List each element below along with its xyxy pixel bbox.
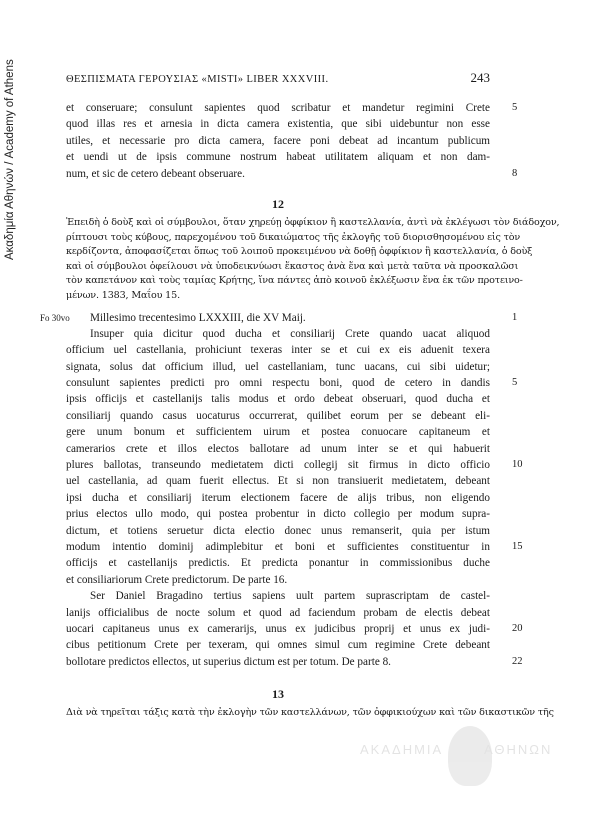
line-number: 1 xyxy=(512,311,518,323)
greek-summary-line: κερδίζοντα, ἀποφασίζεται ὅπως τοῦ λοιποῦ προκειμένου νὰ δοθῇ ὀφφίκιον ἢ καστελλανία, ὁ δοὺξ xyxy=(66,246,533,258)
line-text: modum intentio dominij adimplebitur et boni et sufficientes constituentur in xyxy=(66,540,490,553)
line-number: 5 xyxy=(512,377,518,389)
academy-seal-watermark xyxy=(360,728,574,786)
line-text: ipsi ducha et consiliarij iterum electionem facere de alijs tribus, non eligendo xyxy=(66,491,490,504)
line-text: cibus petitionum Crete per texeram, qui omnes simul cum regimine Crete debeant xyxy=(66,639,490,652)
greek-summary-13: Διὰ νὰ τηρεῖται τάξις κατὰ τὴν ἐκλογὴν τῶν καστελλάνων, τῶν ὀφφικιούχων καὶ τῶν δικαστικῶν τῆς xyxy=(66,707,554,719)
text-line xyxy=(66,359,490,375)
line-text: uel castellania, ad quam fuerit ellectus. Et si non transiuerit medietatem, debeant xyxy=(66,475,490,488)
text-line xyxy=(66,506,490,522)
line-text: quod illas res et arnesia in dicta camera existentia, que sibi uidebuntur non esse xyxy=(66,118,490,131)
text-line xyxy=(66,326,490,342)
text-line xyxy=(66,637,490,653)
text-line xyxy=(66,490,490,506)
seal-text-right: ΑΘΗΝΩΝ xyxy=(484,742,553,757)
running-header xyxy=(66,70,490,90)
line-text: bollotare predictos ellectos, ut superius dictum est per totum. De parte 8. xyxy=(66,655,391,668)
date-text: Millesimo trecentesimo LXXXIII, die XV Maij. xyxy=(90,311,306,324)
section-number-13: 13 xyxy=(272,687,284,702)
line-text: Insuper quia dicitur quod ducha et consiliarij Crete quando uacat aliquod xyxy=(90,327,490,340)
line-text: consulunt sapientes predicti pro omni respectu boni, quod de cetero in dandis xyxy=(66,377,490,390)
document-page xyxy=(40,70,560,721)
line-text: gere unum bonum et sufficientem uirum et postea conuocare capitaneum et xyxy=(66,426,490,439)
line-number: 15 xyxy=(512,540,523,552)
line-text: num, et sic de cetero debeant obseruare. xyxy=(66,167,245,180)
intro-paragraph xyxy=(66,100,518,182)
text-line xyxy=(66,166,518,182)
greek-summary-line: καὶ οἱ σύμβουλοι ὀφείλουσι νὰ ὑποδεικνύωσι ἕκαστος ἀνὰ ἕνα καὶ μετὰ ταῦτα νὰ προσκαλῶσι xyxy=(66,260,519,272)
date-line xyxy=(40,310,518,326)
text-line xyxy=(66,605,490,621)
greek-summary-line: Ἐπειδὴ ὁ δοὺξ καὶ οἱ σύμβουλοι, ὅταν χηρεύῃ ὀφφίκιον ἢ καστελλανία, ἀντὶ νὰ ἐκλέγωσι τὸν διάδοχον, xyxy=(66,216,560,228)
folio-marker: Fo 30vo xyxy=(40,312,70,323)
greek-summary-line: τὸν καπετάνον καὶ τοὺς ταμίας Κρήτης, ἵνα πάντες ἀπὸ κοινοῦ ἐκλέξωσιν ἕνα ἐκ τῶν προτεινο- xyxy=(66,275,523,287)
line-text: utiles, et necessarie pro dicta camera, facere poni debeat ad incantum publicum xyxy=(66,134,490,147)
text-line xyxy=(66,133,490,149)
text-line xyxy=(66,342,490,358)
line-text: dictum, et totiens seruetur dicta electio donec unus remanserit, quia per istum xyxy=(66,524,490,537)
line-text: camerarios crete et illos electos ballotare ad unum inter se et qui habuerit xyxy=(66,442,490,455)
text-line xyxy=(66,116,490,132)
line-number: 5 xyxy=(512,102,518,113)
text-line xyxy=(66,408,490,424)
seal-head-icon xyxy=(448,726,492,786)
line-text: et consiliariorum Crete predictorum. De parte 16. xyxy=(66,573,288,586)
text-line xyxy=(66,100,518,116)
line-number: 20 xyxy=(512,622,523,634)
line-text: consiliarij quando casus uocaturus occurrerat, quilibet eorum per se debeant eli- xyxy=(66,409,490,422)
text-line xyxy=(66,375,518,391)
text-line xyxy=(66,572,490,588)
line-text: uocari capitaneus unus ex camerarijs, unus ex judicibus proprij et unus ex judi- xyxy=(66,622,490,635)
line-text: lanijs officialibus de nocte solum et quod ad faciendum probam de electis debeat xyxy=(66,606,490,619)
line-text: ipsis officijs et castellanijs talis modus et ordo debeat obseruari, quod ducha et xyxy=(66,393,490,406)
text-line xyxy=(66,588,490,604)
greek-summary-12 xyxy=(66,216,560,304)
greek-summary-line: ρίπτουσι τοὺς κύβους, παρεχομένου τοῦ δικαιώματος τῆς ἐκλογῆς τοῦ διορισθησομένου εἰς τὸν xyxy=(66,231,521,243)
header-title: ΘΕΣΠΙΣΜΑΤΑ ΓΕΡΟΥΣΙΑΣ «MISTI» LIBER XXXVIII. xyxy=(66,74,329,85)
text-line xyxy=(66,391,490,407)
text-line xyxy=(66,523,490,539)
line-text: officijs et castellanijs predictis. Et predicta ponantur in commissionibus duche xyxy=(66,557,490,570)
line-text: Ser Daniel Bragadino tertius sapiens uult partem suprascriptam de castel- xyxy=(90,590,490,603)
seal-text-left: ΑΚΑΔΗΜΙΑ xyxy=(360,742,444,757)
text-line xyxy=(66,457,523,473)
line-text: plures ballotas, transeundo medietatem dicti collegij sit firmus in dicto officio xyxy=(66,459,490,472)
text-line xyxy=(66,621,523,637)
text-line xyxy=(66,654,523,670)
text-line xyxy=(66,555,490,571)
section-number-12: 12 xyxy=(272,196,284,211)
line-text: officium uel castellania, prohiciunt texeras inter se et cui ex eis aduenit texera xyxy=(66,344,490,357)
line-text: et uendi ut de ipsis commune nostrum habeat utilitatem aliquam et non dam- xyxy=(66,151,490,164)
line-number: 8 xyxy=(512,167,518,179)
line-text: et conseruare; consulunt sapientes quod scribatur et mandetur regimini Crete xyxy=(66,102,490,114)
greek-summary-line: μένων. 1383, Μαΐου 15. xyxy=(66,289,180,301)
page-number: 243 xyxy=(470,70,490,85)
text-line xyxy=(66,149,490,165)
text-line xyxy=(66,441,490,457)
text-line xyxy=(66,424,490,440)
latin-body-12 xyxy=(66,326,523,670)
text-line xyxy=(66,473,490,489)
line-number: 22 xyxy=(512,655,523,667)
line-text: signata, solus dat officium illud, uel castellaniam, tunc uacans, cui sibi uidetur; xyxy=(66,360,490,373)
side-watermark: Ακαδημία Αθηνών / Academy of Athens xyxy=(4,59,16,261)
line-text: prius electos ullo modo, qui postea probentur in dicto collegio per modum supra- xyxy=(66,508,490,521)
text-line xyxy=(66,539,523,555)
line-number: 10 xyxy=(512,459,523,471)
